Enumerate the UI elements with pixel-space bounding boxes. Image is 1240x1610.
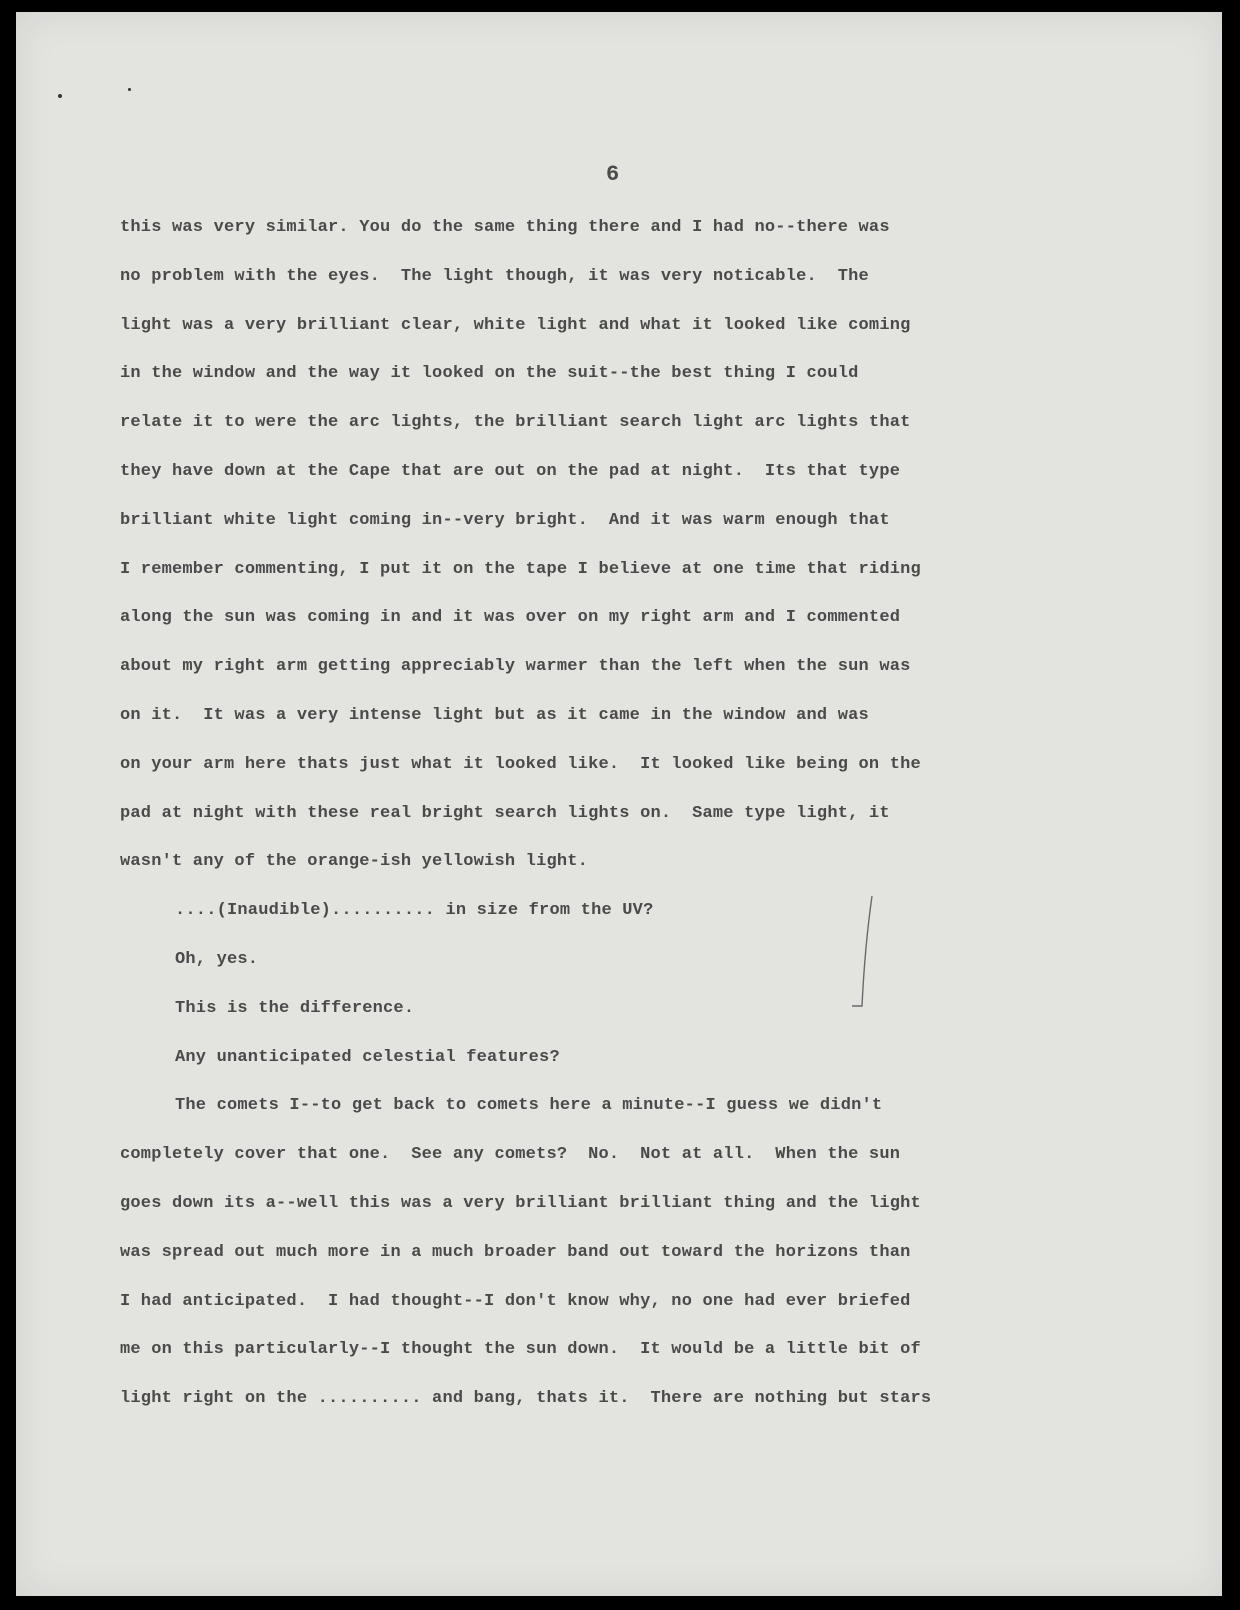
- document-page: [16, 12, 1222, 1596]
- text-line: light right on the .......... and bang, thats it. There are nothing but stars: [120, 1389, 932, 1409]
- speck-mark: [58, 94, 62, 98]
- text-line: on it. It was a very intense light but as it came in the window and was: [120, 705, 869, 725]
- text-line: wasn't any of the orange-ish yellowish light.: [120, 852, 589, 872]
- text-line: ....(Inaudible).......... in size from the UV?: [175, 901, 654, 921]
- page-number: 6: [606, 162, 620, 187]
- margin-pencil-mark: [844, 894, 874, 1014]
- text-line: I remember commenting, I put it on the tape I believe at one time that riding: [120, 559, 921, 579]
- text-line: completely cover that one. See any comets? No. Not at all. When the sun: [120, 1145, 901, 1165]
- text-line: me on this particularly--I thought the sun down. It would be a little bit of: [120, 1340, 921, 1360]
- text-line: I had anticipated. I had thought--I don't know why, no one had ever briefed: [120, 1291, 911, 1311]
- text-line: this was very similar. You do the same thing there and I had no--there was: [120, 218, 890, 237]
- text-line: on your arm here thats just what it looked like. It looked like being on the: [120, 754, 921, 774]
- text-line: This is the difference.: [175, 998, 415, 1018]
- text-line: was spread out much more in a much broader band out toward the horizons than: [120, 1242, 911, 1262]
- text-line: brilliant white light coming in--very bright. And it was warm enough that: [120, 510, 890, 530]
- text-line: Oh, yes.: [175, 949, 259, 969]
- text-line: along the sun was coming in and it was over on my right arm and I commented: [120, 608, 901, 628]
- text-line: Any unanticipated celestial features?: [175, 1047, 560, 1067]
- transcript-body: [120, 204, 1080, 1424]
- text-line: pad at night with these real bright search lights on. Same type light, it: [120, 803, 890, 823]
- speck-mark: [128, 88, 131, 91]
- text-line: goes down its a--well this was a very brilliant brilliant thing and the light: [120, 1193, 921, 1213]
- text-line: The comets I--to get back to comets here a minute--I guess we didn't: [175, 1096, 883, 1116]
- text-line: in the window and the way it looked on the suit--the best thing I could: [120, 364, 859, 384]
- text-line: about my right arm getting appreciably warmer than the left when the sun was: [120, 657, 911, 677]
- text-line: relate it to were the arc lights, the brilliant search light arc lights that: [120, 413, 911, 433]
- text-line: no problem with the eyes. The light though, it was very noticable. The: [120, 266, 869, 286]
- text-line: they have down at the Cape that are out on the pad at night. Its that type: [120, 461, 901, 481]
- text-line: light was a very brilliant clear, white light and what it looked like coming: [120, 315, 911, 335]
